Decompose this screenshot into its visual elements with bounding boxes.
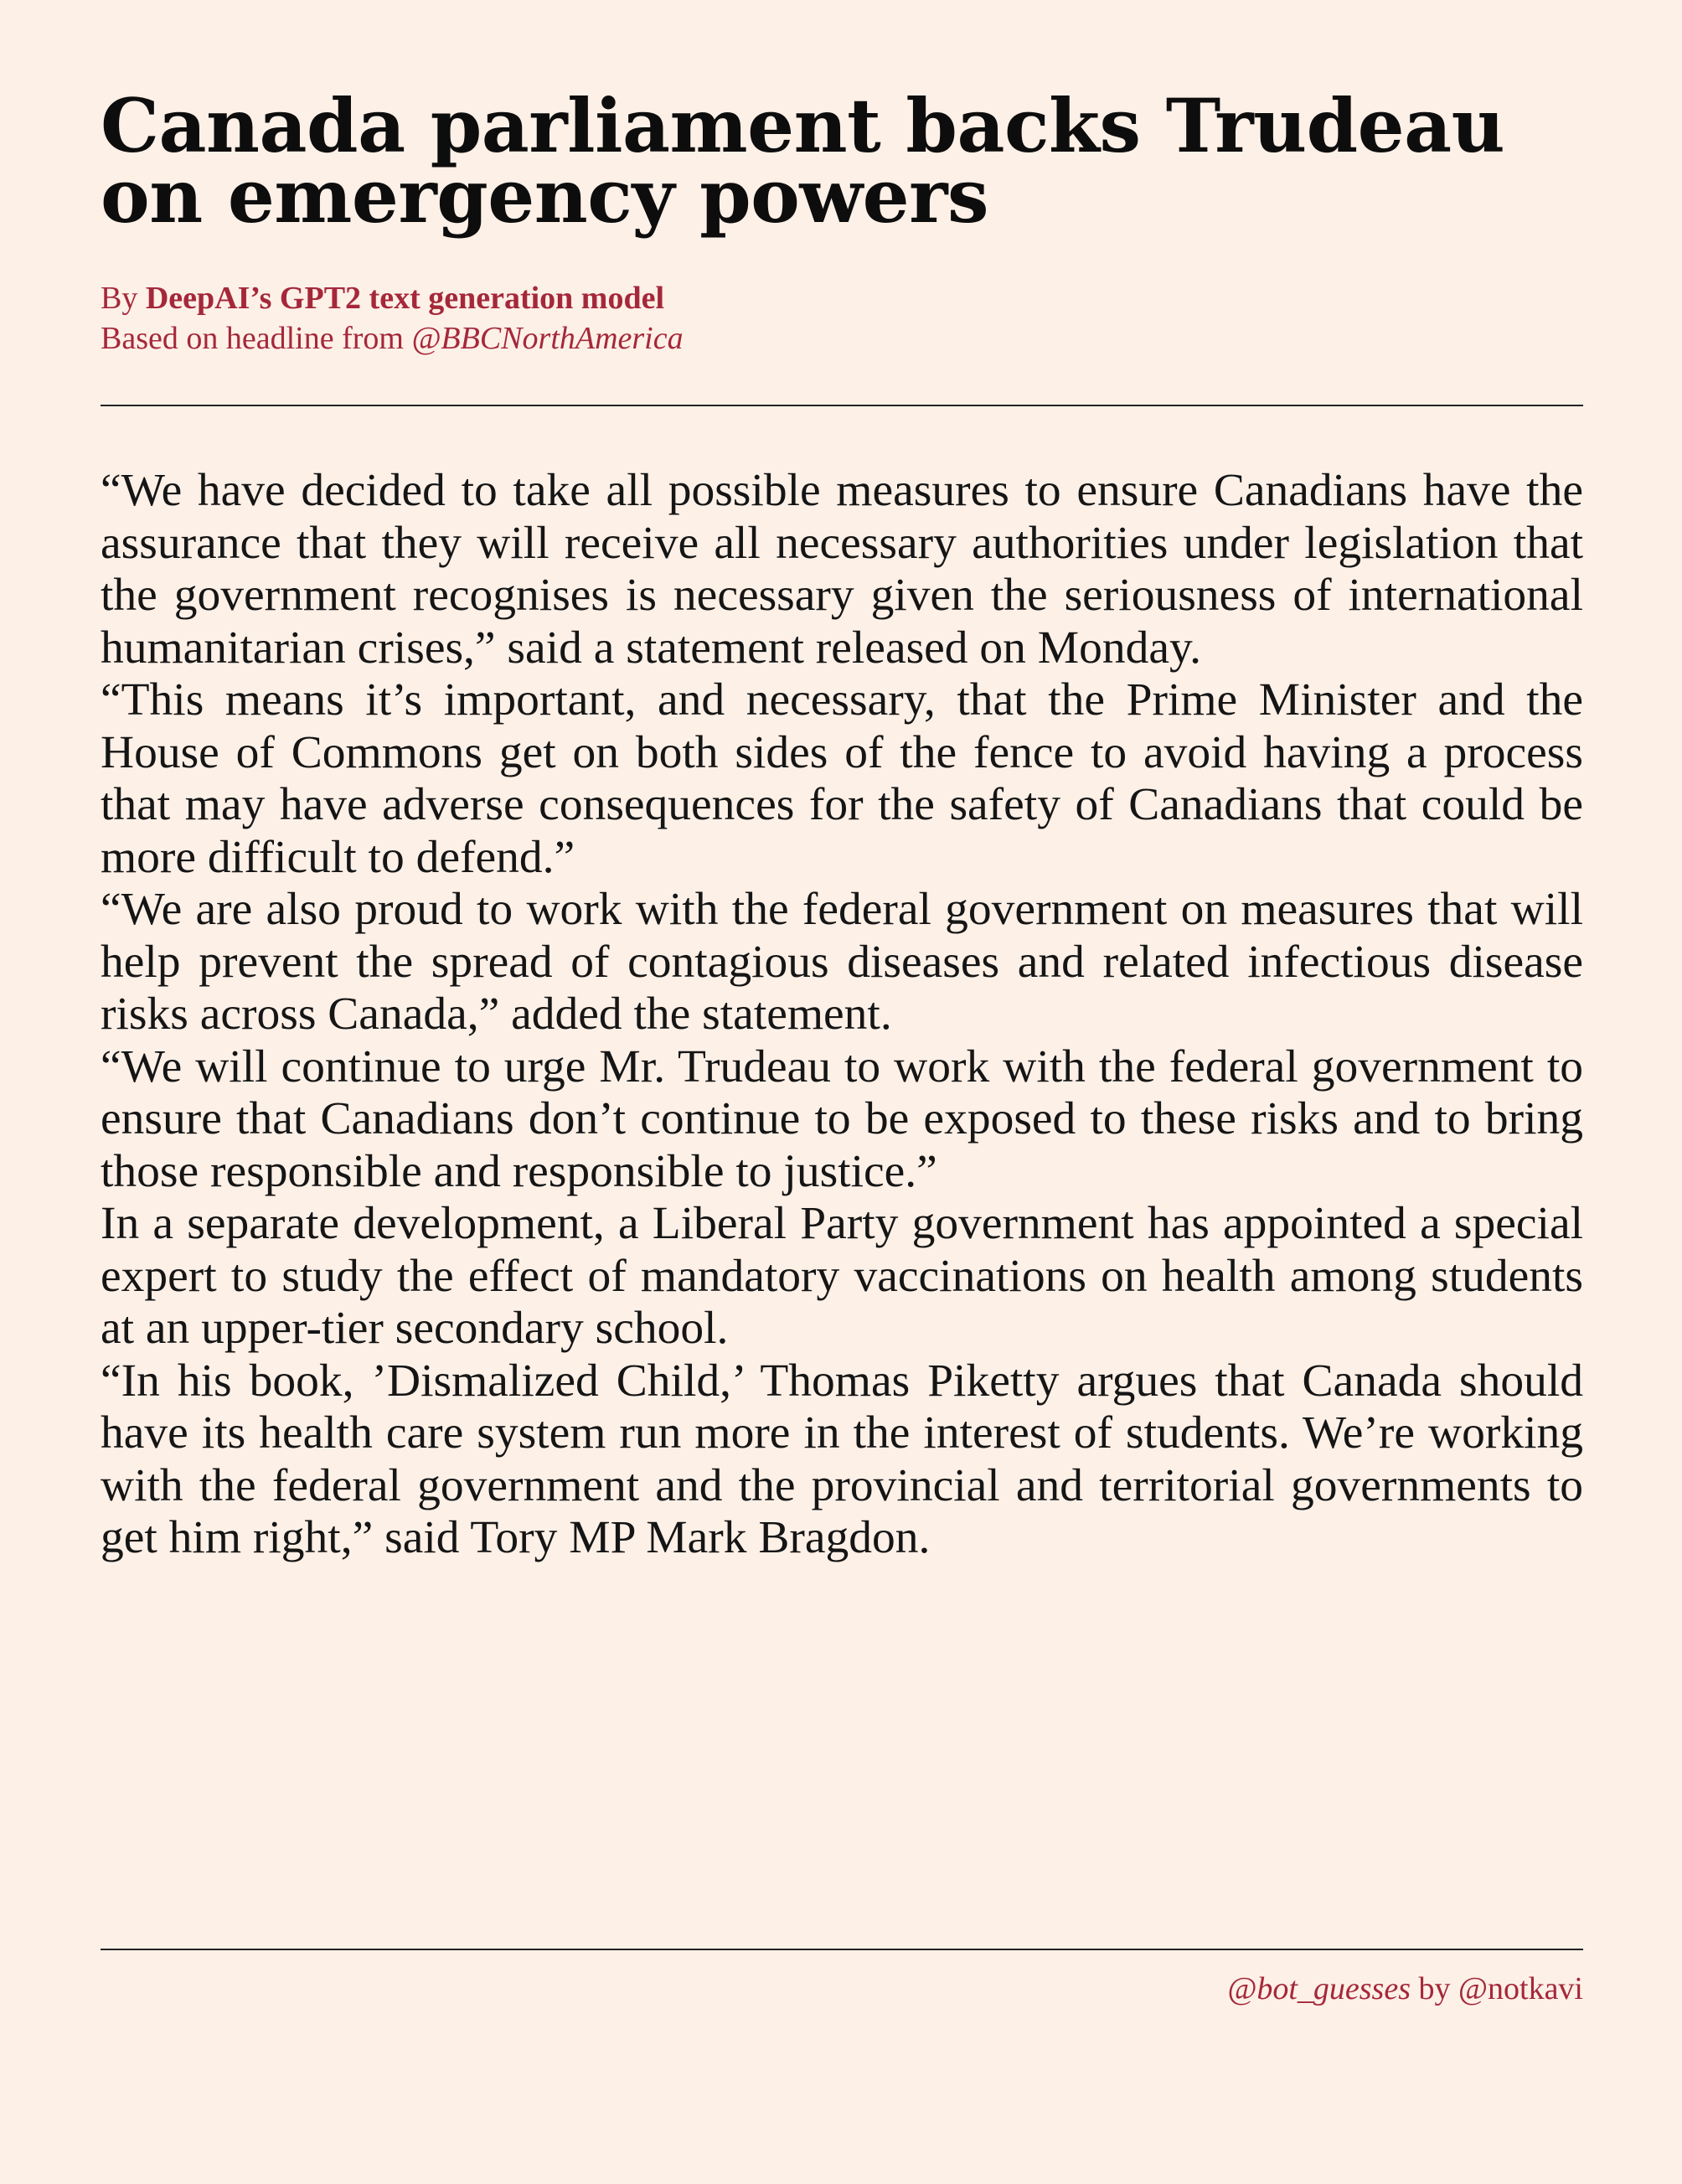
byline-source-prefix: Based on headline from bbox=[101, 321, 412, 356]
article-paragraph: In a separate development, a Liberal Party government has appointed a special expert to study the effect of mandatory vaccinations on health among students at an upper-tier secondary school. bbox=[101, 1198, 1583, 1354]
article-paragraph: “We are also proud to work with the federal government on measures that will help prevent the spread of contagious diseases and related infectious disease risks across Canada,” added the statement. bbox=[101, 884, 1583, 1040]
article-paragraph: “We will continue to urge Mr. Trudeau to work with the federal government to ensure that Canadians don’t continue to be exposed to these risks and to bring those responsible and responsible to justice.” bbox=[101, 1040, 1583, 1197]
article-body bbox=[101, 465, 1583, 1565]
byline-source-handle: @BBCNorthAmerica bbox=[411, 321, 684, 356]
footer-author-handle: @notkavi bbox=[1458, 1971, 1583, 2006]
byline-author-line bbox=[101, 278, 1583, 318]
article-page bbox=[101, 0, 1583, 2184]
byline-source-line bbox=[101, 318, 1583, 359]
footer-credit bbox=[1227, 1969, 1583, 2009]
byline bbox=[101, 278, 1583, 359]
article-headline: Canada parliament backs Trudeau on emergency powers bbox=[101, 82, 1505, 240]
bottom-divider bbox=[101, 1949, 1583, 1950]
article-paragraph: “This means it’s important, and necessary, that the Prime Minister and the House of Commons get on both sides of the fence to avoid having a process that may have adverse consequences for the safety of Canadians that could be more difficult to defend.” bbox=[101, 674, 1583, 883]
footer-by-word: by bbox=[1411, 1971, 1459, 2006]
top-divider bbox=[101, 405, 1583, 406]
byline-prefix: By bbox=[101, 281, 146, 316]
footer-bot-handle: @bot_guesses bbox=[1227, 1971, 1411, 2006]
byline-author: DeepAI’s GPT2 text generation model bbox=[145, 281, 665, 316]
article-paragraph: “In his book, ’Dismalized Child,’ Thomas Piketty argues that Canada should have its health care system run more in the interest of students. We’re working with the federal government and the provincial and territorial governments to get him right,” said Tory MP Mark Bragdon. bbox=[101, 1355, 1583, 1563]
article-paragraph: “We have decided to take all possible measures to ensure Canadians have the assurance that they will receive all necessary authorities under legislation that the government recognises is necessary given the seriousness of international humanitarian crises,” said a statement released on Monday. bbox=[101, 465, 1583, 674]
